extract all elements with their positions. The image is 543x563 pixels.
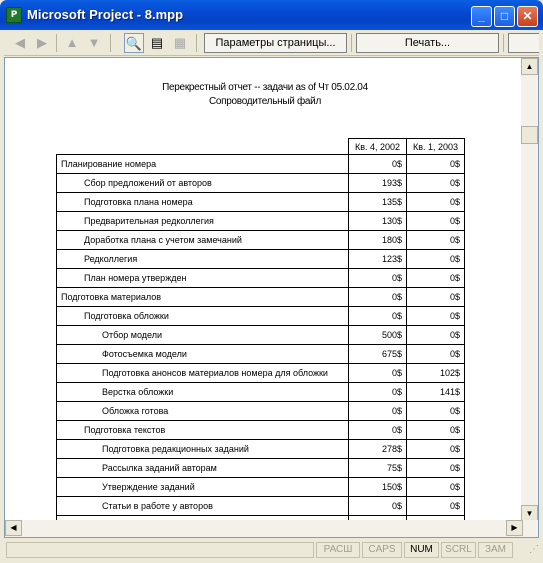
table-row [57, 212, 465, 231]
table-row [57, 288, 465, 307]
q1-2003-cost-cell: 141$ [407, 383, 465, 402]
q4-2002-cost-cell: 0$ [349, 307, 407, 326]
project-app-icon[interactable]: P [6, 7, 22, 23]
task-name-cell: Сбор предложений от авторов [57, 174, 349, 193]
table-row [57, 440, 465, 459]
column-header: Кв. 1, 2003 [407, 139, 465, 155]
task-name-cell: Планирование номера [57, 155, 349, 174]
table-row [57, 155, 465, 174]
table-row [57, 269, 465, 288]
q4-2002-cost-cell: 0$ [349, 155, 407, 174]
table-row [57, 345, 465, 364]
q1-2003-cost-cell: 0$ [407, 288, 465, 307]
task-name-cell: Фотосъемка модели [57, 345, 349, 364]
page-setup-button[interactable]: Параметры страницы... [204, 33, 347, 53]
q1-2003-cost-cell: 0$ [407, 174, 465, 193]
task-name-cell: Верстка обложки [57, 383, 349, 402]
arrow-left-icon[interactable]: ◀ [15, 35, 25, 50]
table-row [57, 307, 465, 326]
task-name-cell: Редколлегия [57, 250, 349, 269]
scroll-down-icon[interactable]: ▼ [521, 505, 538, 522]
task-name-cell: Утверждение заданий [57, 478, 349, 497]
table-row [57, 364, 465, 383]
task-name-cell: План номера утвержден [57, 269, 349, 288]
report-subtitle: Сопроводительный файл [208, 96, 321, 107]
q1-2003-cost-cell: 0$ [407, 326, 465, 345]
table-row [57, 459, 465, 478]
q4-2002-cost-cell: 0$ [349, 383, 407, 402]
q1-2003-cost-cell: 0$ [407, 459, 465, 478]
title-bar [0, 0, 543, 30]
table-row [57, 478, 465, 497]
resize-grip-icon[interactable]: ⋰ [529, 544, 539, 555]
table-row [57, 402, 465, 421]
status-indicator: ЗАМ [478, 542, 513, 558]
horizontal-scrollbar[interactable] [5, 520, 539, 537]
q1-2003-cost-cell: 0$ [407, 421, 465, 440]
task-name-cell: Обложка готова [57, 402, 349, 421]
table-row [57, 326, 465, 345]
table-row [57, 383, 465, 402]
q4-2002-cost-cell: 180$ [349, 231, 407, 250]
task-name-cell: Подготовка текстов [57, 421, 349, 440]
task-name-cell: Подготовка плана номера [57, 193, 349, 212]
q1-2003-cost-cell: 0$ [407, 269, 465, 288]
q1-2003-cost-cell: 0$ [407, 345, 465, 364]
task-name-cell: Предварительная редколлегия [57, 212, 349, 231]
task-name-cell: Подготовка редакционных заданий [57, 440, 349, 459]
q4-2002-cost-cell: 123$ [349, 250, 407, 269]
print-preview-page [4, 57, 539, 538]
q1-2003-cost-cell: 0$ [407, 497, 465, 516]
report-title: Перекрестный отчет -- задачи as of Чт 05.02.04 [162, 82, 368, 93]
q4-2002-cost-cell: 0$ [349, 497, 407, 516]
task-name-cell: Подготовка материалов [57, 288, 349, 307]
task-name-cell: Рассылка заданий авторам [57, 459, 349, 478]
table-header-row [57, 139, 465, 155]
q1-2003-cost-cell: 0$ [407, 402, 465, 421]
status-bar [4, 541, 539, 559]
vertical-scrollbar[interactable] [521, 58, 538, 522]
q4-2002-cost-cell: 193$ [349, 174, 407, 193]
status-indicator: РАСШ [316, 542, 360, 558]
crosstab-table [56, 138, 465, 535]
scroll-right-icon[interactable]: ▶ [506, 520, 523, 536]
scroll-up-icon[interactable]: ▲ [521, 58, 538, 75]
table-row [57, 250, 465, 269]
vertical-scroll-thumb[interactable] [521, 126, 538, 144]
status-indicator: CAPS [362, 542, 402, 558]
minimize-button[interactable]: _ [471, 6, 492, 27]
close-button[interactable]: ✕ [517, 6, 538, 27]
toolbar-separator [56, 34, 57, 52]
q4-2002-cost-cell: 0$ [349, 421, 407, 440]
q1-2003-cost-cell: 0$ [407, 193, 465, 212]
maximize-button[interactable]: □ [494, 6, 515, 27]
q4-2002-cost-cell: 278$ [349, 440, 407, 459]
q4-2002-cost-cell: 75$ [349, 459, 407, 478]
table-row [57, 174, 465, 193]
table-row [57, 421, 465, 440]
toolbar-separator [196, 34, 197, 52]
q4-2002-cost-cell: 0$ [349, 364, 407, 383]
task-name-cell: Доработка плана с учетом замечаний [57, 231, 349, 250]
arrow-down-icon[interactable]: ▼ [87, 35, 101, 50]
q1-2003-cost-cell: 102$ [407, 364, 465, 383]
q1-2003-cost-cell: 0$ [407, 212, 465, 231]
table-row [57, 193, 465, 212]
q4-2002-cost-cell: 500$ [349, 326, 407, 345]
q4-2002-cost-cell: 135$ [349, 193, 407, 212]
multi-page-icon[interactable]: ▦ [173, 35, 187, 50]
q4-2002-cost-cell: 0$ [349, 288, 407, 307]
q4-2002-cost-cell: 150$ [349, 478, 407, 497]
single-page-icon[interactable]: ▤ [150, 35, 164, 50]
q1-2003-cost-cell: 0$ [407, 231, 465, 250]
q4-2002-cost-cell: 675$ [349, 345, 407, 364]
toolbar-separator [503, 34, 504, 52]
q4-2002-cost-cell: 0$ [349, 402, 407, 421]
task-name-cell: Подготовка анонсов материалов номера для обложки [57, 364, 349, 383]
task-name-cell: Подготовка обложки [57, 307, 349, 326]
arrow-right-icon[interactable]: ▶ [37, 35, 47, 50]
toolbar-separator [110, 34, 111, 52]
preview-toolbar [4, 30, 539, 56]
toolbar-separator [351, 34, 352, 52]
q1-2003-cost-cell: 0$ [407, 440, 465, 459]
task-name-cell: Статьи в работе у авторов [57, 497, 349, 516]
status-message-pane [6, 542, 314, 558]
q1-2003-cost-cell: 0$ [407, 155, 465, 174]
zoom-icon[interactable]: 🔍 [124, 33, 144, 53]
task-name-cell: Отбор модели [57, 326, 349, 345]
window-title: Microsoft Project - 8.mpp [27, 7, 184, 22]
status-indicator: NUM [404, 542, 439, 558]
column-header: Кв. 4, 2002 [349, 139, 407, 155]
scroll-left-icon[interactable]: ◀ [5, 520, 22, 536]
status-indicator: SCRL [441, 542, 476, 558]
q4-2002-cost-cell: 0$ [349, 269, 407, 288]
table-row [57, 497, 465, 516]
table-row [57, 231, 465, 250]
close-preview-button[interactable] [508, 33, 539, 53]
arrow-up-icon[interactable]: ▲ [65, 35, 79, 50]
q1-2003-cost-cell: 0$ [407, 250, 465, 269]
q1-2003-cost-cell: 0$ [407, 478, 465, 497]
header-blank-cell [57, 139, 349, 155]
q1-2003-cost-cell: 0$ [407, 307, 465, 326]
q4-2002-cost-cell: 130$ [349, 212, 407, 231]
print-button[interactable]: Печать... [356, 33, 499, 53]
